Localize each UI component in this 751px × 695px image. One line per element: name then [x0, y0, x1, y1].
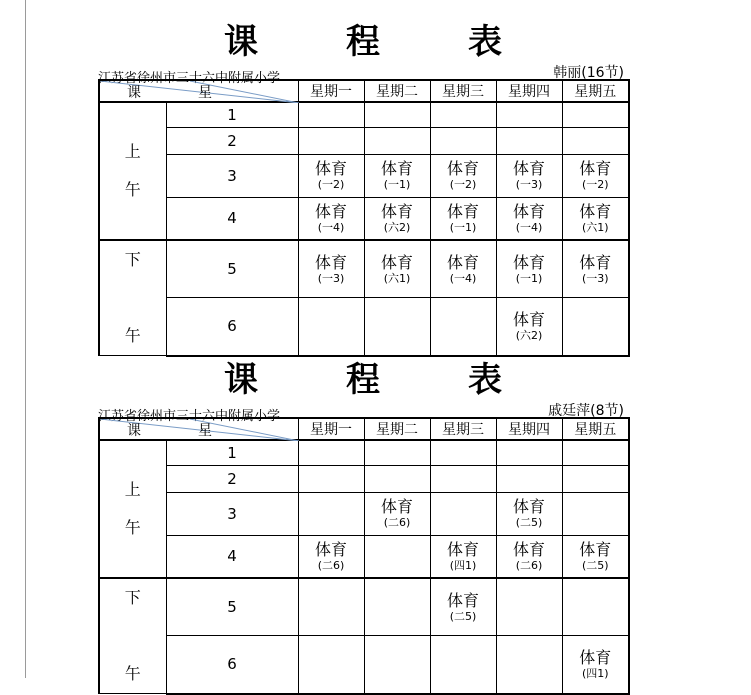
schedule-cell [430, 298, 496, 356]
subject: 体育 [512, 497, 545, 516]
class-code: (一1) [383, 178, 411, 191]
schedule-cell [562, 535, 629, 578]
period-number: 6 [166, 298, 298, 356]
class-code: (六1) [383, 271, 411, 285]
class-code: (二5) [449, 609, 477, 623]
period-number: 5 [166, 240, 298, 298]
class-code: (一3) [515, 178, 543, 191]
schedule-cell [562, 154, 629, 197]
title-char: 表 [468, 360, 502, 400]
afternoon-label [99, 578, 166, 694]
teacher-name: 韩丽(16节) [553, 65, 624, 81]
teacher-name: 戚廷萍(8节) [548, 403, 624, 419]
class-code: (二6) [515, 558, 543, 572]
schedule-cell [298, 465, 364, 492]
schedule-cell [364, 102, 430, 127]
schedule-cell [298, 636, 364, 694]
period-number: 2 [166, 465, 298, 492]
schedule-cell [562, 240, 629, 298]
schedule-cell [298, 127, 364, 154]
period-number: 5 [166, 578, 298, 636]
schedule-cell [562, 197, 629, 240]
class-code: (六2) [383, 220, 411, 234]
class-code: (六1) [581, 220, 609, 234]
period-number: 1 [166, 102, 298, 127]
subject: 体育 [380, 497, 413, 516]
period-number: 2 [166, 127, 298, 154]
schedule-cell [430, 154, 496, 197]
morning-label [99, 102, 166, 240]
schedule-cell [364, 154, 430, 197]
schedule-cell [496, 636, 562, 694]
schedule-cell [430, 102, 496, 127]
subject: 体育 [512, 539, 545, 559]
schedule-cell [496, 465, 562, 492]
day-header: 星期四 [496, 80, 562, 102]
period-number: 6 [166, 636, 298, 694]
class-code: (一1) [515, 271, 543, 285]
subject: 体育 [579, 647, 612, 667]
class-code: (一2) [317, 178, 345, 191]
schedule-cell [430, 127, 496, 154]
corner-label-period: 课 [127, 423, 141, 439]
class-code: (四1) [581, 666, 609, 680]
schedule-cell [430, 440, 496, 465]
class-code: (二6) [383, 516, 411, 529]
schedule-cell [562, 298, 629, 356]
schedule-cell [496, 102, 562, 127]
schedule-cell [364, 240, 430, 298]
corner-label-day: 星 [198, 423, 212, 439]
schedule-cell [562, 636, 629, 694]
class-code: (一4) [515, 220, 543, 234]
day-header: 星期二 [364, 418, 430, 440]
subject: 体育 [314, 252, 347, 272]
schedule-cell [364, 127, 430, 154]
schedule-title [98, 14, 628, 63]
period-number: 3 [166, 154, 298, 197]
schedule-cell [562, 578, 629, 636]
schedule-cell [562, 127, 629, 154]
schedule-cell [496, 127, 562, 154]
subject: 体育 [314, 159, 347, 178]
schedule-cell [496, 154, 562, 197]
schedule-cell [496, 578, 562, 636]
period-number: 4 [166, 197, 298, 240]
schedule-cell [430, 465, 496, 492]
schedule-cell [562, 465, 629, 492]
class-code: (一4) [449, 271, 477, 285]
schedule-cell [364, 465, 430, 492]
schedule-cell [298, 240, 364, 298]
schedule-cell [364, 197, 430, 240]
schedule-cell [562, 492, 629, 535]
half-char: 上 [124, 480, 141, 499]
class-code: (一2) [581, 178, 609, 191]
schedule-cell [430, 492, 496, 535]
schedule-cell [430, 197, 496, 240]
title-char: 课 [224, 360, 258, 400]
schedule-cell [430, 578, 496, 636]
subject: 体育 [579, 201, 612, 221]
schedule-title [98, 352, 628, 401]
schedule-cell [298, 102, 364, 127]
schedule-cell [562, 440, 629, 465]
period-number: 3 [166, 492, 298, 535]
schedule-cell [298, 535, 364, 578]
class-code: (一3) [581, 271, 609, 285]
half-char: 午 [124, 180, 141, 199]
subject: 体育 [512, 201, 545, 221]
title-char: 程 [346, 22, 380, 62]
schedule-cell [298, 440, 364, 465]
class-code: (二5) [581, 558, 609, 572]
schedule-cell [298, 197, 364, 240]
afternoon-label [99, 240, 166, 356]
day-header: 星期一 [298, 80, 364, 102]
day-header: 星期五 [562, 80, 629, 102]
schedule-table [98, 417, 630, 695]
day-header: 星期三 [430, 80, 496, 102]
schedule-cell [364, 492, 430, 535]
day-header: 星期三 [430, 418, 496, 440]
title-char: 程 [346, 360, 380, 400]
subject: 体育 [579, 159, 612, 178]
morning-label [99, 440, 166, 578]
period-number: 4 [166, 535, 298, 578]
day-header: 星期四 [496, 418, 562, 440]
schedule-cell [364, 298, 430, 356]
subject: 体育 [314, 201, 347, 221]
class-code: (一3) [317, 271, 345, 285]
title-char: 表 [468, 22, 502, 62]
half-char: 午 [124, 664, 141, 683]
title-char: 课 [224, 22, 258, 62]
subject: 体育 [380, 159, 413, 178]
school-name: 江苏省徐州市三十六中附属小学 [98, 71, 281, 86]
half-char: 上 [124, 142, 141, 161]
half-char: 下 [124, 588, 141, 607]
subject: 体育 [579, 539, 612, 559]
subject: 体育 [579, 252, 612, 272]
corner-label-day: 星 [198, 85, 212, 101]
schedule-cell [298, 578, 364, 636]
class-code: (二6) [317, 558, 345, 572]
schedule-cell [430, 535, 496, 578]
schedule-table [98, 79, 630, 357]
day-header: 星期二 [364, 80, 430, 102]
subject: 体育 [446, 201, 479, 221]
schedule-cell [496, 240, 562, 298]
header-corner [99, 418, 298, 440]
class-code: (一1) [449, 220, 477, 234]
subject: 体育 [446, 590, 479, 610]
half-char: 午 [124, 518, 141, 537]
schedule-cell [364, 578, 430, 636]
subject: 体育 [380, 252, 413, 272]
schedule-cell [496, 492, 562, 535]
class-code: (二5) [515, 516, 543, 529]
subject: 体育 [512, 252, 545, 272]
class-code: (六2) [515, 328, 543, 342]
schedule-cell [298, 492, 364, 535]
day-header: 星期五 [562, 418, 629, 440]
school-name: 江苏省徐州市三十六中附属小学 [98, 409, 281, 424]
schedule-cell [430, 636, 496, 694]
period-number: 1 [166, 440, 298, 465]
day-header: 星期一 [298, 418, 364, 440]
page-left-border [25, 0, 26, 678]
subject: 体育 [446, 539, 479, 559]
schedule-cell [562, 102, 629, 127]
class-code: (一2) [449, 178, 477, 191]
schedule-cell [298, 298, 364, 356]
schedule-cell [298, 154, 364, 197]
subject: 体育 [380, 201, 413, 221]
subject: 体育 [512, 309, 545, 329]
schedule-cell [496, 535, 562, 578]
corner-label-period: 课 [127, 85, 141, 101]
schedule-cell [496, 440, 562, 465]
subject: 体育 [446, 252, 479, 272]
schedule-cell [364, 535, 430, 578]
class-code: (一4) [317, 220, 345, 234]
class-code: (四1) [449, 558, 477, 572]
schedule-cell [496, 298, 562, 356]
subject: 体育 [314, 539, 347, 559]
schedule-cell [496, 197, 562, 240]
half-char: 下 [124, 250, 141, 269]
schedule-cell [364, 636, 430, 694]
half-char: 午 [124, 326, 141, 345]
schedule-cell [430, 240, 496, 298]
subject: 体育 [512, 159, 545, 178]
schedule-cell [364, 440, 430, 465]
header-corner [99, 80, 298, 102]
subject: 体育 [446, 159, 479, 178]
